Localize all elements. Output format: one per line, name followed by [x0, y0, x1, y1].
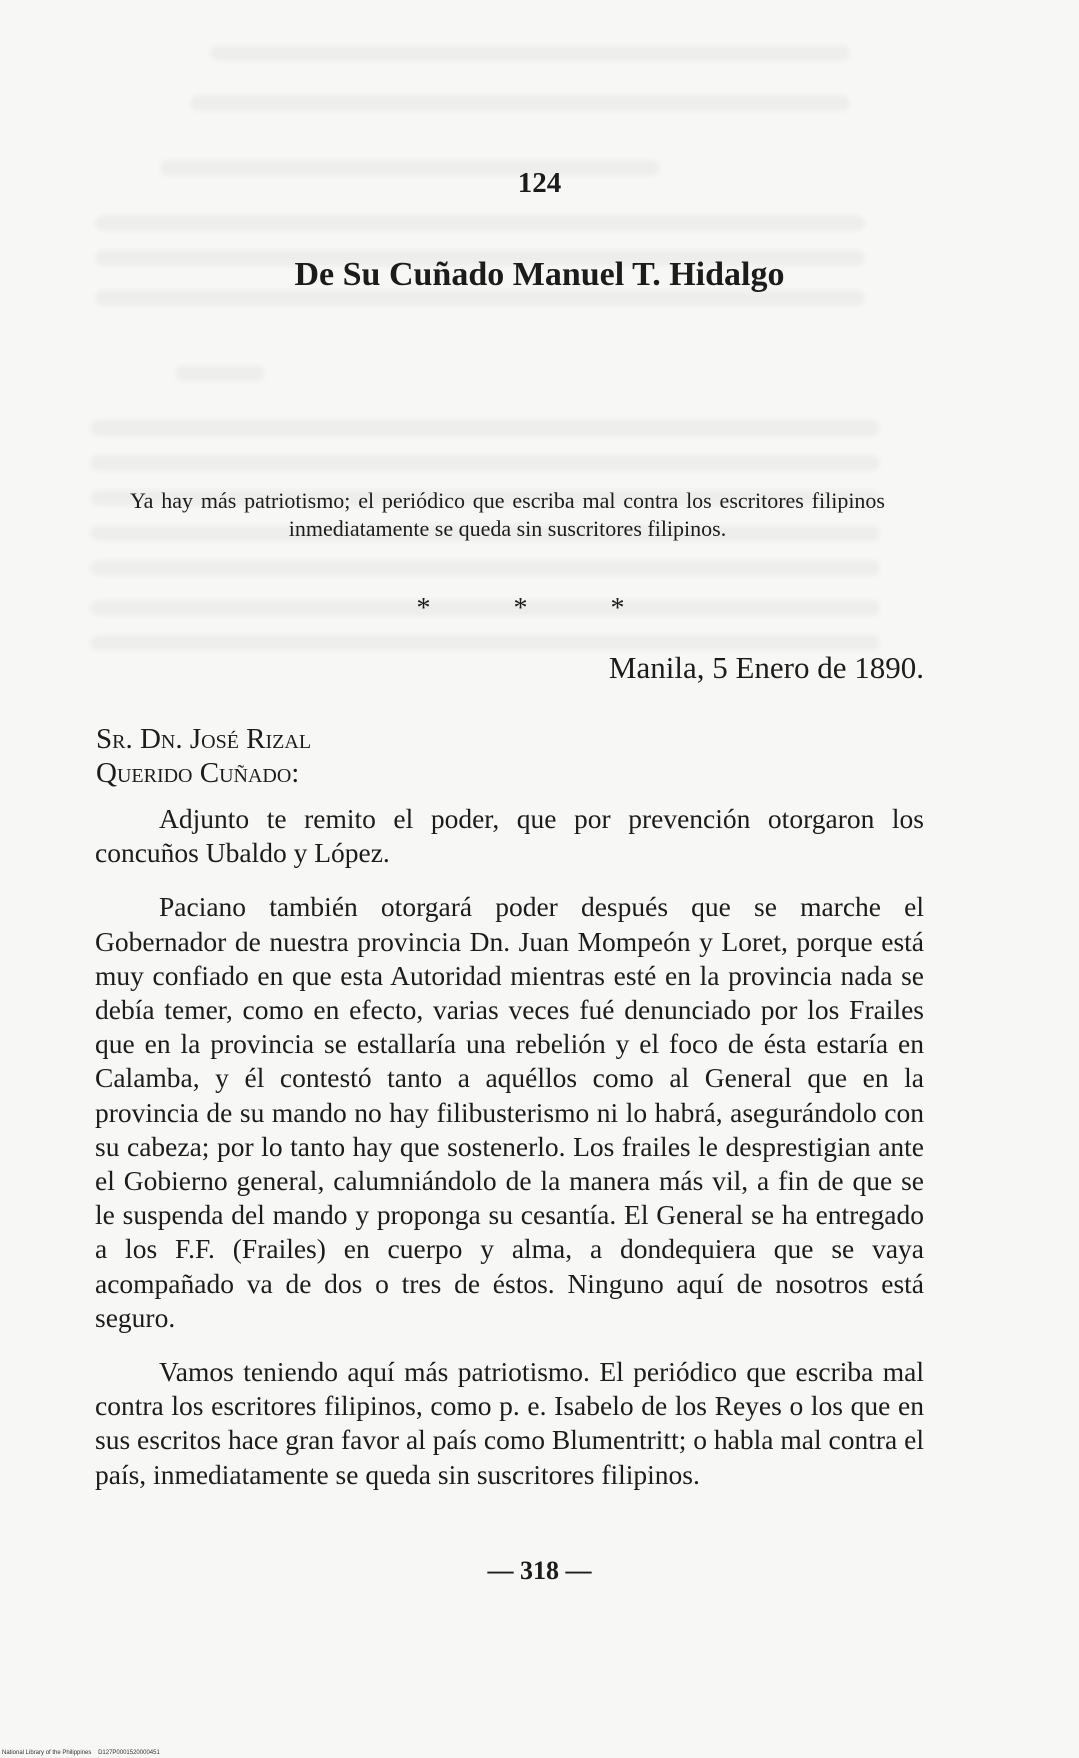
greeting: Querido Cuñado:	[96, 757, 300, 789]
paragraph: Vamos teniendo aquí más patriotismo. El periódico que escriba mal contra los escritores filipinos, como p. e. Isabelo de los Reyes o los que en sus escritos hace gran favor al país como Blumentritt; o habla mal contra el país, inmediatamente se queda sin suscritores filipinos.	[95, 1356, 924, 1490]
archive-footer	[2, 1750, 160, 1756]
letter-title: De Su Cuñado Manuel T. Hidalgo	[294, 256, 785, 293]
section-separator: * * *	[416, 593, 663, 624]
letter-body	[95, 802, 924, 1512]
letter-number: 124	[517, 167, 562, 199]
page-number: — 318 —	[487, 1556, 592, 1585]
footer-code: D127P0001520000451	[98, 1750, 160, 1756]
paragraph: Adjunto te remito el poder, que por prevención otorgaron los concuños Ubaldo y López.	[95, 803, 924, 869]
footer-source: National Library of the Philippines	[2, 1750, 92, 1756]
paragraph: Paciano también otorgará poder después que se marche el Gobernador de nuestra provincia Dn. Juan Mompeón y Loret, porque está muy confiado en que esta Autoridad mientras esté en la provincia nada se debía temer, como en efecto, varias veces fué denunciado por los Frailes que en la provincia se estallaría una rebelión y el foco de ésta estaría en Calamba, y él contestó tanto a aquéllos como al General que en la provincia de su mando no hay filibusterismo ni lo habrá, asegurándolo con su cabeza; por lo tanto hay que sostenerlo. Los frailes le desprestigian ante el Gobierno general, calumniándolo de la manera más vil, a fin de que se le suspenda del mando y proponga su cesantía. El General se ha entregado a los F.F. (Frailes) en cuerpo y alma, a dondequiera que se vaya acompañado va de dos o tres de éstos. Ninguno aquí de nosotros está seguro.	[95, 891, 924, 1333]
dateline: Manila, 5 Enero de 1890.	[608, 650, 924, 685]
addressee: Sr. Dn. José Rizal	[96, 723, 312, 755]
salutation	[96, 722, 311, 790]
letter-summary: Ya hay más patriotismo; el periódico que escriba mal contra los escritores filipinos inmediatamente se queda sin suscritores filipinos.	[130, 488, 885, 541]
